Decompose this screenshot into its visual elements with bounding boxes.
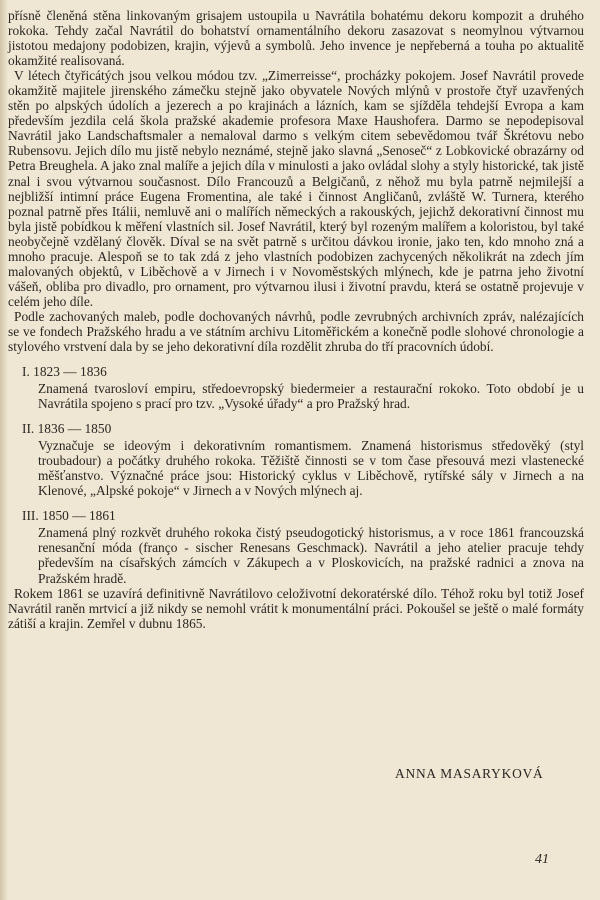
period-heading: I. 1823 — 1836 — [22, 364, 107, 380]
period-heading: II. 1836 — 1850 — [22, 421, 112, 437]
body-paragraph-3: Podle zachovaných maleb, podle dochovaných návrhů, podle zevrubných archivních zpráv, nalézajících se ve fondech Pražského hradu a ve státním archivu Litoměřickém a konečně podle slohové chronologie a stylového vrstvení dala by se jeho dekorativní díla rozdělit zhruba do tří pracovních údobí. — [8, 308, 584, 355]
closing-paragraph: Rokem 1861 se uzavírá definitivně Navrátilovo celoživotní dekoratérské dílo. Téhož roku byl totiž Josef Navrátil raněn mrtvicí a již nikdy se nemohl vrátit k monumentální práci. Pokoušel se ještě o malé formáty zátiší a krajin. Zemřel v dubnu 1865. — [8, 585, 584, 631]
author-signature: ANNA MASARYKOVÁ — [395, 766, 544, 781]
period-section-1 — [8, 363, 584, 411]
period-heading: III. 1850 — 1861 — [22, 508, 116, 524]
article-text — [8, 8, 584, 631]
body-paragraph-2: V létech čtyřicátých jsou velkou módou tzv. „Zimerreisse“, procházky pokojem. Josef Navrátil provede okamžitě majitele jirenského zámečku stejně jako obyvatele Nových mlýnů v prostoře čtyř uzavřených stěn po alpských údolích a jezerech a po krajinách a lázních, kam se sjížděla tehdejší Evropa a kam především jezdila celá škola pražské akademie profesora Maxe Haushofera. Darmo se nepodepisoval Navrátil jako Landschaftsmaler a nemaloval darmo s velkým citem sebevědomou tvář Škrétovu nebo Rubensovu. Jejich dílo mu jistě nebylo neznámé, stejně jako slavná „Senoseč“ z Lobkovické obrazárny od Petra Breughela. A jako znal malíře a jejich díla v minulosti a jako ovládal slohy a styly historické, tak jistě znal i svou výtvarnou současnost. Dílo Francouzů a Belgičanů, z něhož mu byla patrně nejmilejší a nejbližší intimní práce Eugena Fromentina, ale také i činnost Angličanů, zvláště W. Turnera, kterého poznal patrně přes Itálii, nemluvě ani o malířích německých a rakouských, jejichž dekorativní činnost mu byla jistě pobídkou k měření vlastních sil. Josef Navrátil, který byl rozeným malířem a koloristou, byl také neobyčejně vzdělaný člověk. Díval se na svět patrně s určitou dávkou ironie, jako ten, kdo mnoho zná a mnoho pracuje. Alespoň se to tak zdá z jeho vlastních podobizen zachycených několikrát na zdech jím malovaných objektů, v Liběchově a v Jirnech i v Novoměstských mlýnech, kde je patrna jeho životní vášeň, obliba pro divadlo, pro ornament, pro výtvarnou ilusi i životní pravdu, která se ostatně projevuje v celém jeho díle. — [8, 68, 584, 309]
book-gutter-shadow — [0, 0, 8, 900]
period-section-2 — [8, 420, 584, 498]
page-number: 41 — [535, 852, 549, 867]
period-section-3 — [8, 507, 584, 585]
body-paragraph-1: přísně členěná stěna linkovaným grisajem ustoupila u Navrátila bohatému dekoru kompozit a druhého rokoka. Tehdy začal Navrátil do bohatství ornamentálního dekoru zasazovat s neomylnou výtvarnou jistotou medajony podobizen, krajin, výjevů a symbolů. Jeho invence je nepřeberná a touha po aktualitě okamžité realisovaná. — [8, 8, 584, 69]
period-description: Vyznačuje se ideovým i dekorativním romantismem. Znamená historismus středověký (styl troubadour) a počátky druhého rokoka. Těžiště činnosti se v tom čase přesouvá mezi vlastenecké měšťanstvo. Význačné práce jsou: Historický cyklus v Liběchově, rytířské sály v Jirnech a na Klenové, „Alpské pokoje“ v Jirnech a v Nových mlýnech aj. — [38, 438, 584, 499]
period-description: Znamená tvarosloví empiru, středoevropský biedermeier a restaurační rokoko. Toto období je u Navrátila spojeno s prací pro tzv. „Vysoké úřady“ a pro Pražský hrad. — [38, 381, 584, 412]
period-description: Znamená plný rozkvět druhého rokoka čistý pseudogotický historismus, a v roce 1861 francouzská renesanční móda (franço - sischer Renesans Geschmack). Navrátil a jeho atelier pracuje tehdy především na císařských zámcích v Zákupech a v Ploskovicích, na pražské radnici a znova na Pražském hradě. — [38, 525, 584, 586]
